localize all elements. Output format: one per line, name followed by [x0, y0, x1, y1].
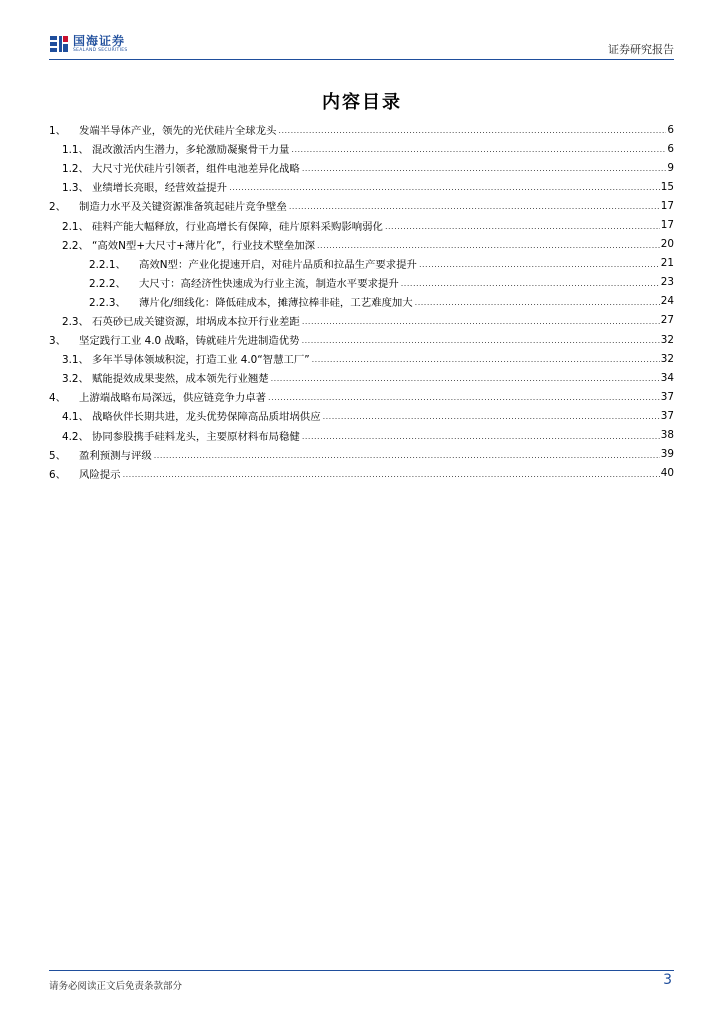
toc-entry-page: 23 — [660, 276, 674, 289]
header-divider — [49, 59, 674, 60]
footer-divider — [49, 970, 674, 971]
toc-entry-title: 发端半导体产业，领先的光伏硅片全球龙头 — [79, 125, 277, 138]
toc-entry-number: 2.1、 — [62, 220, 89, 233]
toc-entry-page: 17 — [660, 219, 674, 232]
toc-entry-page: 15 — [660, 180, 674, 193]
toc-entry-number: 4、 — [49, 392, 67, 405]
sealand-logo-icon — [49, 34, 69, 54]
toc-entry-number: 1.3、 — [62, 182, 89, 195]
toc-entry[interactable] — [49, 426, 674, 445]
toc-entry-number: 1、 — [49, 125, 67, 138]
toc-entry-number: 5、 — [49, 449, 67, 462]
toc-entry[interactable] — [49, 406, 674, 425]
toc-entry-number: 1.1、 — [62, 144, 89, 157]
toc-entry-title: 石英砂已成关键资源，坩埚成本拉开行业差距 — [92, 315, 300, 328]
toc-dot-leader — [271, 372, 660, 383]
toc-dot-leader — [291, 143, 666, 154]
page-number: 3 — [663, 972, 672, 988]
footer-disclaimer: 请务必阅读正文后免责条款部分 — [49, 981, 183, 992]
toc-entry-page: 32 — [660, 352, 674, 365]
toc-entry-page: 39 — [660, 448, 674, 461]
table-of-contents — [49, 120, 674, 483]
toc-entry[interactable] — [49, 368, 674, 387]
toc-dot-leader — [401, 277, 660, 288]
toc-entry-title: 盈利预测与评级 — [79, 449, 152, 462]
toc-entry-number: 6、 — [49, 468, 67, 481]
toc-entry-page: 32 — [660, 333, 674, 346]
toc-entry[interactable] — [49, 464, 674, 483]
toc-entry-page: 34 — [660, 371, 674, 384]
toc-entry[interactable] — [49, 158, 674, 177]
toc-entry-number: 1.2、 — [62, 163, 89, 176]
toc-entry-page: 37 — [660, 390, 674, 403]
toc-entry-page: 17 — [660, 199, 674, 212]
toc-entry-title: 制造力水平及关键资源准备筑起硅片竞争壁垒 — [79, 201, 287, 214]
toc-entry-title: 大尺寸光伏硅片引领者，组件电池差异化战略 — [92, 163, 300, 176]
toc-entry[interactable] — [49, 387, 674, 406]
toc-dot-leader — [289, 200, 660, 211]
toc-entry-page: 40 — [660, 467, 674, 480]
toc-dot-leader — [302, 315, 660, 326]
toc-entry-page: 6 — [667, 123, 674, 136]
toc-dot-leader — [302, 430, 660, 441]
toc-entry[interactable] — [49, 196, 674, 215]
toc-dot-leader — [229, 181, 660, 192]
toc-entry-title: 高效N型：产业化提速开启，对硅片品质和拉晶生产要求提升 — [139, 258, 417, 271]
toc-dot-leader — [154, 449, 660, 460]
toc-entry-number: 2.2.3、 — [89, 296, 126, 309]
toc-entry-title: 薄片化/细线化：降低硅成本，摊薄拉棒非硅，工艺难度加大 — [139, 296, 413, 309]
brand-name-cn: 国海证券 — [73, 33, 126, 48]
toc-entry-title: 坚定践行工业 4.0 战略，铸就硅片先进制造优势 — [79, 335, 300, 348]
brand-logo — [49, 32, 128, 56]
toc-dot-leader — [323, 410, 660, 421]
toc-entry-page: 9 — [667, 161, 674, 174]
toc-dot-leader — [123, 468, 660, 479]
toc-entry-number: 3、 — [49, 335, 67, 348]
toc-entry[interactable] — [49, 177, 674, 196]
page-title: 内容目录 — [322, 92, 402, 113]
toc-entry-number: 2.2.1、 — [89, 258, 126, 271]
toc-dot-leader — [317, 239, 660, 250]
toc-entry[interactable] — [49, 330, 674, 349]
toc-entry[interactable] — [49, 120, 674, 139]
toc-entry[interactable] — [49, 311, 674, 330]
toc-dot-leader — [415, 296, 660, 307]
toc-entry-number: 2、 — [49, 201, 67, 214]
toc-dot-leader — [268, 391, 660, 402]
toc-entry-page: 24 — [660, 295, 674, 308]
toc-dot-leader — [312, 353, 660, 364]
toc-entry-page: 37 — [660, 409, 674, 422]
toc-dot-leader — [302, 162, 667, 173]
toc-dot-leader — [278, 124, 666, 135]
toc-entry[interactable] — [49, 292, 674, 311]
toc-dot-leader — [385, 220, 660, 231]
document-type: 证券研究报告 — [608, 43, 674, 56]
toc-entry-title: 风险提示 — [79, 468, 121, 481]
toc-entry-title: 混改激活内生潜力，多轮激励凝聚骨干力量 — [92, 144, 290, 157]
toc-entry-page: 21 — [660, 257, 674, 270]
toc-entry[interactable] — [49, 349, 674, 368]
toc-dot-leader — [302, 334, 660, 345]
toc-entry-page: 27 — [660, 314, 674, 327]
toc-entry-page: 20 — [660, 238, 674, 251]
toc-entry-number: 3.2、 — [62, 373, 89, 386]
toc-entry-title: 业绩增长亮眼，经营效益提升 — [92, 182, 228, 195]
toc-entry[interactable] — [49, 273, 674, 292]
toc-entry-number: 4.2、 — [62, 430, 89, 443]
toc-entry-number: 4.1、 — [62, 411, 89, 424]
toc-entry[interactable] — [49, 235, 674, 254]
toc-dot-leader — [419, 258, 660, 269]
toc-entry[interactable] — [49, 139, 674, 158]
toc-entry-title: 大尺寸：高经济性快速成为行业主流，制造水平要求提升 — [139, 277, 399, 290]
toc-entry-title: 硅料产能大幅释放，行业高增长有保障，硅片原料采购影响弱化 — [92, 220, 383, 233]
toc-entry[interactable] — [49, 215, 674, 234]
toc-entry[interactable] — [49, 254, 674, 273]
toc-entry-number: 3.1、 — [62, 354, 89, 367]
toc-entry-number: 2.2、 — [62, 239, 89, 252]
toc-entry-title: “高效N型+大尺寸+薄片化”，行业技术壁垒加深 — [92, 239, 315, 252]
toc-entry[interactable] — [49, 445, 674, 464]
toc-entry-title: 赋能提效成果斐然，成本领先行业翘楚 — [92, 373, 269, 386]
toc-entry-title: 上游端战略布局深远，供应链竞争力卓著 — [79, 392, 267, 405]
toc-entry-page: 6 — [667, 142, 674, 155]
toc-entry-title: 协同参股携手硅料龙头，主要原材料布局稳健 — [92, 430, 300, 443]
page-header — [49, 28, 674, 60]
toc-entry-title: 多年半导体领域积淀，打造工业 4.0“智慧工厂” — [92, 354, 310, 367]
toc-entry-page: 38 — [660, 429, 674, 442]
toc-entry-title: 战略伙伴长期共进，龙头优势保障高品质坩埚供应 — [92, 411, 321, 424]
toc-entry-number: 2.2.2、 — [89, 277, 126, 290]
brand-name-en: SEALAND SECURITIES — [73, 47, 128, 53]
toc-entry-number: 2.3、 — [62, 315, 89, 328]
